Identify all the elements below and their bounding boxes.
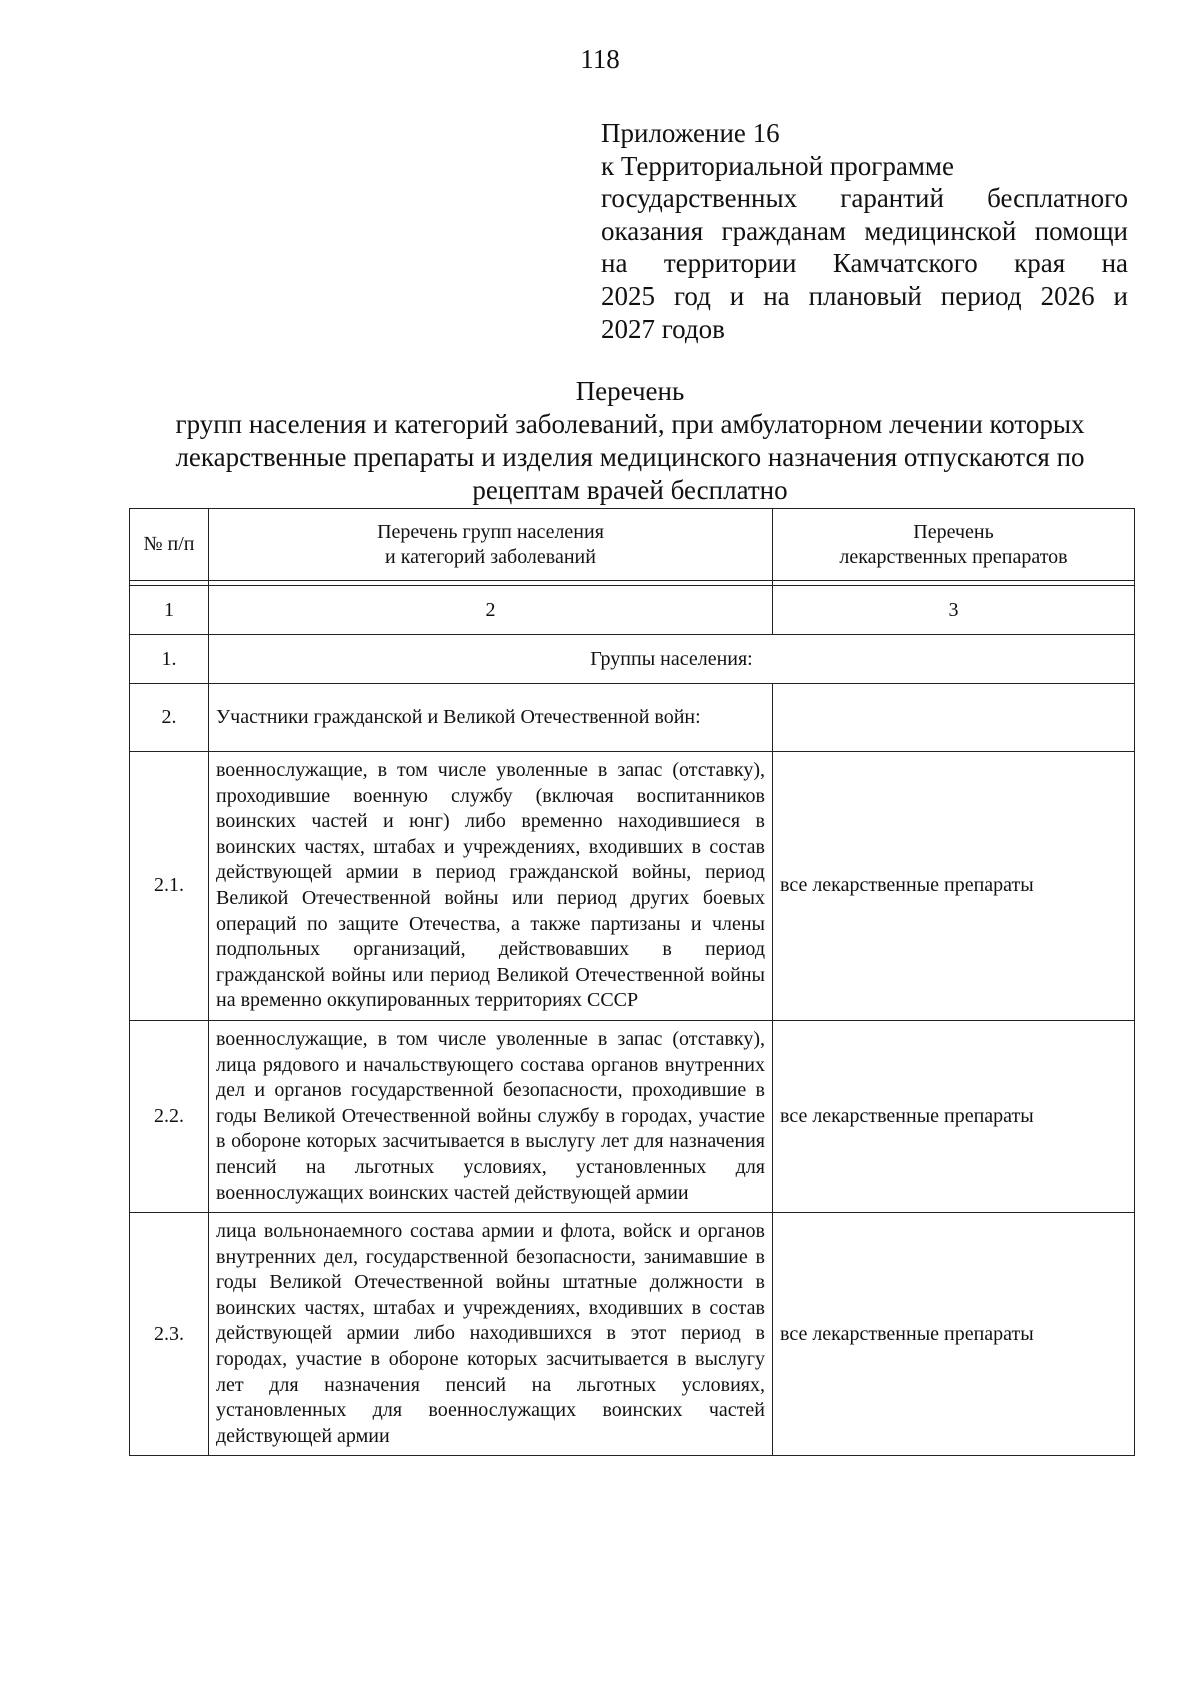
table-row <box>130 1020 1135 1212</box>
column-number: 2 <box>209 586 773 635</box>
section-row <box>130 684 1135 752</box>
document-title <box>130 375 1130 507</box>
benefits-table <box>129 508 1135 1456</box>
table-row <box>130 752 1135 1021</box>
title-heading: Перечень <box>575 376 685 406</box>
page-number: 118 <box>580 44 620 74</box>
table-row <box>130 1213 1135 1456</box>
appendix-line: 2025 год и на плановый период 2026 и <box>601 280 1128 311</box>
row-number: 1. <box>130 635 209 684</box>
row-number: 2.1. <box>130 752 209 1021</box>
appendix-block <box>601 117 1128 345</box>
header-drugs <box>773 509 1135 581</box>
appendix-line: Приложение 16 <box>601 118 780 148</box>
section-row <box>130 635 1135 684</box>
title-subtitle-line: рецептам врачей бесплатно <box>472 475 788 505</box>
header-groups <box>209 509 773 581</box>
header-drugs-line1: Перечень <box>913 520 994 543</box>
row-drugs: все лекарственные препараты <box>773 1020 1135 1212</box>
row-number: 2.2. <box>130 1020 209 1212</box>
table-header-row <box>130 509 1135 581</box>
title-subtitle-line: групп населения и категорий заболеваний, при амбулаторном лечении которых <box>175 409 1085 439</box>
header-groups-line1: Перечень групп населения <box>377 520 604 543</box>
appendix-line: оказания гражданам медицинской помощи <box>601 215 1128 246</box>
header-drugs-line2: лекарственных препаратов <box>839 545 1068 568</box>
column-numbers-row <box>130 586 1135 635</box>
appendix-line: 2027 годов <box>601 313 725 344</box>
column-number: 3 <box>773 586 1135 635</box>
row-category: военнослужащие, в том числе уволенные в запас (отставку), проходившие военную службу (включая воспитанников воинских частей и юнг) либо временно находившиеся в воинских частях, штабах и учреждениях, входивших в состав действующей армии в период гражданской войны, период Великой Отечественной войны или период других боевых операций по защите Отечества, а также партизаны и члены подпольных организаций, действовавших в период гражданской войны или период Великой Отечественной войны на временно оккупированных территориях СССР <box>209 752 773 1021</box>
row-number: 2. <box>130 684 209 752</box>
section-title: Группы населения: <box>209 635 1135 684</box>
appendix-line: государственных гарантий бесплатного <box>601 183 1128 214</box>
row-drugs: все лекарственные препараты <box>773 752 1135 1021</box>
section-title: Участники гражданской и Великой Отечественной войн: <box>209 684 773 752</box>
appendix-line: к Территориальной программе <box>601 150 954 181</box>
row-category: лица вольнонаемного состава армии и флота, войск и органов внутренних дел, государственной безопасности, занимавшие в годы Великой Отечественной войны штатные должности в воинских частях, штабах и учреждениях, входивших в состав действующей армии либо находившихся в этот период в городах, участие в обороне которых засчитывается в выслугу лет для назначения пенсий на льготных условиях, установленных для военнослужащих воинских частей действующей армии <box>209 1213 773 1456</box>
header-groups-line2: и категорий заболеваний <box>385 545 596 568</box>
row-category: военнослужащие, в том числе уволенные в запас (отставку), лица рядового и начальствующего состава органов внутренних дел и органов государственной безопасности, проходившие в годы Великой Отечественной войны службу в городах, участие в обороне которых засчитывается в выслугу лет для назначения пенсий на льготных условиях, установленных для военнослужащих воинских частей действующей армии <box>209 1020 773 1212</box>
row-drugs: все лекарственные препараты <box>773 1213 1135 1456</box>
appendix-line: на территории Камчатского края на <box>601 248 1128 279</box>
row-number: 2.3. <box>130 1213 209 1456</box>
column-number: 1 <box>130 586 209 635</box>
row-drugs <box>773 684 1135 752</box>
header-number: № п/п <box>130 509 209 581</box>
title-subtitle-line: лекарственные препараты и изделия медицинского назначения отпускаются по <box>175 442 1085 472</box>
